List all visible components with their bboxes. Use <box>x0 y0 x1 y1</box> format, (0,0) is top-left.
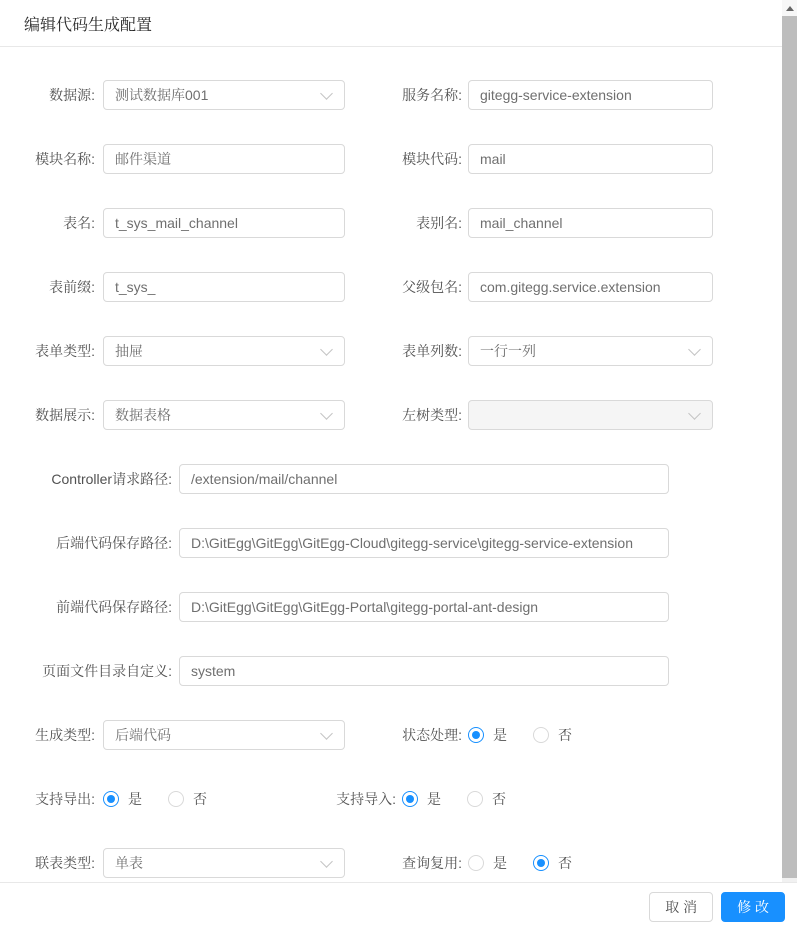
modal-body <box>0 48 782 882</box>
form-row-controller-path <box>0 464 782 494</box>
chevron-down-icon <box>320 87 333 100</box>
table-prefix-label: 表前缀: <box>49 279 95 295</box>
parent-package-label: 父级包名: <box>402 279 462 295</box>
table-name-input[interactable] <box>103 208 345 238</box>
support-import-radio-group <box>402 789 506 809</box>
scrollbar-thumb[interactable] <box>782 16 797 878</box>
generate-type-value: 后端代码 <box>115 727 171 743</box>
controller-path-input[interactable] <box>179 464 669 494</box>
query-reuse-radio-group <box>468 853 572 873</box>
radio-option-label: 否 <box>558 855 572 871</box>
controller-path-label: Controller请求路径: <box>51 471 172 487</box>
generate-type-label: 生成类型: <box>35 727 95 743</box>
support-import-radio-no[interactable] <box>467 791 483 807</box>
scrollbar-up-arrow-icon[interactable] <box>782 0 797 16</box>
radio-option-label: 否 <box>558 727 572 743</box>
frontend-path-label: 前端代码保存路径: <box>56 599 172 615</box>
chevron-down-icon <box>320 727 333 740</box>
page-dir-input[interactable] <box>179 656 669 686</box>
table-alias-input[interactable] <box>468 208 713 238</box>
radio-option-label: 是 <box>493 727 507 743</box>
chevron-down-icon <box>320 343 333 356</box>
module-name-input[interactable] <box>103 144 345 174</box>
radio-option-label: 是 <box>128 791 142 807</box>
form-row-display-tree <box>0 400 782 430</box>
parent-package-input[interactable] <box>468 272 713 302</box>
form-type-select[interactable] <box>103 336 345 366</box>
support-export-radio-yes[interactable] <box>103 791 119 807</box>
status-handle-label: 状态处理: <box>402 727 462 743</box>
join-type-value: 单表 <box>115 855 143 871</box>
left-tree-type-label: 左树类型: <box>402 407 462 423</box>
radio-option-label: 是 <box>493 855 507 871</box>
datasource-value: 测试数据库001 <box>115 87 209 103</box>
form-row-generate-status <box>0 720 782 750</box>
form-row-export-import <box>0 784 782 814</box>
form-type-label: 表单类型: <box>35 343 95 359</box>
service-name-input[interactable] <box>468 80 713 110</box>
data-display-select[interactable] <box>103 400 345 430</box>
query-reuse-label: 查询复用: <box>402 855 462 871</box>
radio-option-label: 否 <box>492 791 506 807</box>
support-import-radio-yes[interactable] <box>402 791 418 807</box>
support-export-radio-group <box>103 789 207 809</box>
query-reuse-radio-no[interactable] <box>533 855 549 871</box>
backend-path-input[interactable] <box>179 528 669 558</box>
module-code-input[interactable] <box>468 144 713 174</box>
table-prefix-input[interactable] <box>103 272 345 302</box>
table-alias-label: 表别名: <box>416 215 462 231</box>
support-export-radio-no[interactable] <box>168 791 184 807</box>
form-row-join-query <box>0 848 782 878</box>
vertical-scrollbar[interactable] <box>782 0 797 882</box>
radio-option-label: 是 <box>427 791 441 807</box>
form-columns-value: 一行一列 <box>480 343 536 359</box>
submit-button[interactable]: 修 改 <box>721 892 785 922</box>
service-name-label: 服务名称: <box>402 87 462 103</box>
left-tree-type-select <box>468 400 713 430</box>
chevron-down-icon <box>320 855 333 868</box>
cancel-button[interactable]: 取 消 <box>649 892 713 922</box>
join-type-select[interactable] <box>103 848 345 878</box>
chevron-down-icon <box>688 407 701 420</box>
form-columns-select[interactable] <box>468 336 713 366</box>
form-row-backend-path <box>0 528 782 558</box>
status-handle-radio-no[interactable] <box>533 727 549 743</box>
join-type-label: 联表类型: <box>35 855 95 871</box>
form-row-table <box>0 208 782 238</box>
radio-option-label: 否 <box>193 791 207 807</box>
datasource-label: 数据源: <box>49 87 95 103</box>
form-row-formtype-columns <box>0 336 782 366</box>
table-name-label: 表名: <box>63 215 95 231</box>
modal-title: 编辑代码生成配置 <box>24 16 153 34</box>
query-reuse-radio-yes[interactable] <box>468 855 484 871</box>
data-display-value: 数据表格 <box>115 407 171 423</box>
form-columns-label: 表单列数: <box>402 343 462 359</box>
chevron-down-icon <box>320 407 333 420</box>
form-row-prefix-package <box>0 272 782 302</box>
datasource-select[interactable] <box>103 80 345 110</box>
frontend-path-input[interactable] <box>179 592 669 622</box>
page-dir-label: 页面文件目录自定义: <box>42 663 172 679</box>
chevron-down-icon <box>688 343 701 356</box>
support-export-label: 支持导出: <box>35 791 95 807</box>
modal-footer <box>0 882 797 930</box>
generate-type-select[interactable] <box>103 720 345 750</box>
form-row-datasource-service <box>0 80 782 110</box>
module-code-label: 模块代码: <box>402 151 462 167</box>
status-handle-radio-group <box>468 725 572 745</box>
support-import-label: 支持导入: <box>336 791 396 807</box>
form-type-value: 抽屉 <box>115 343 143 359</box>
modal-header <box>0 0 782 47</box>
form-row-module <box>0 144 782 174</box>
backend-path-label: 后端代码保存路径: <box>56 535 172 551</box>
data-display-label: 数据展示: <box>35 407 95 423</box>
form-row-frontend-path <box>0 592 782 622</box>
form-row-page-dir <box>0 656 782 686</box>
status-handle-radio-yes[interactable] <box>468 727 484 743</box>
module-name-label: 模块名称: <box>35 151 95 167</box>
